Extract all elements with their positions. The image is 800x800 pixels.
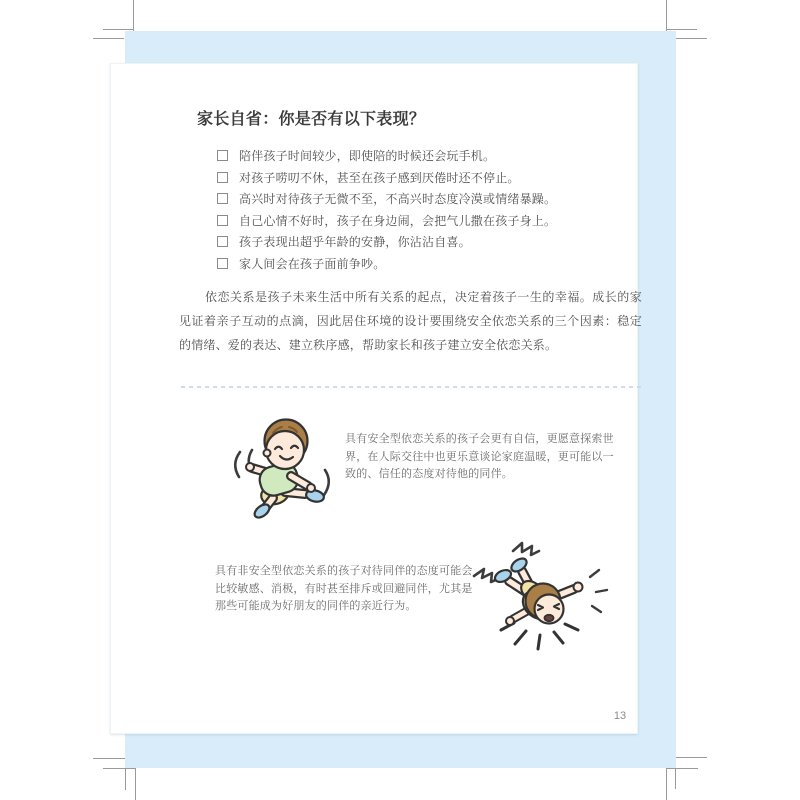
crop-mark bbox=[666, 768, 698, 769]
crop-mark bbox=[666, 29, 697, 30]
checklist-item-label: 孩子表现出超乎年龄的安静，你沾沾自喜。 bbox=[239, 235, 471, 250]
book-page bbox=[110, 63, 642, 734]
crop-mark bbox=[103, 29, 134, 30]
checklist-item bbox=[217, 210, 556, 232]
checkbox-icon bbox=[217, 150, 228, 161]
checklist-item bbox=[217, 167, 556, 189]
checkbox-icon bbox=[217, 172, 228, 183]
body-paragraph: 依恋关系是孩子未来生活中所有关系的起点，决定着孩子一生的幸福。成长的家见证着亲子互动的点滴，因此居住环境的设计要围绕安全依恋关系的三个因素：稳定的情绪、爱的表达、建立秩序感，帮助家长和孩子建立安全依恋关系。 bbox=[179, 290, 642, 352]
crop-mark bbox=[666, 768, 667, 800]
caption-line: 具有安全型依恋关系的孩子会更有自信，更愿意探索世 bbox=[345, 433, 614, 445]
checkbox-icon bbox=[217, 193, 228, 204]
caption-line: 致的、信任的态度对待他的同伴。 bbox=[345, 468, 513, 480]
checklist-item bbox=[217, 145, 556, 167]
crop-mark bbox=[675, 757, 707, 758]
checklist-item bbox=[217, 253, 556, 275]
caption-line: 那些可能成为好朋友的同伴的亲近行为。 bbox=[215, 600, 417, 612]
secure-attachment-caption bbox=[345, 431, 614, 484]
checklist-item-label: 陪伴孩子时间较少，即使陪的时候还会玩手机。 bbox=[239, 149, 496, 164]
checkbox-icon bbox=[217, 258, 228, 269]
caption-line: 界，在人际交往中也更乐意谈论家庭温暖，更可能以一 bbox=[345, 450, 614, 463]
crop-mark bbox=[93, 758, 125, 759]
checklist-item-label: 高兴时对待孩子无微不至，不高兴时态度冷漠或情绪暴躁。 bbox=[239, 192, 557, 207]
section-heading: 家长自省：你是否有以下表现？ bbox=[197, 111, 426, 128]
child-jumping-illustration bbox=[223, 410, 345, 522]
crop-mark bbox=[103, 768, 135, 769]
checklist-item-label: 对孩子唠叨不休，甚至在孩子感到厌倦时还不停止。 bbox=[239, 170, 520, 185]
impact-lines-icon bbox=[501, 623, 578, 649]
emphasis-lines-icon bbox=[590, 570, 607, 612]
checklist-item bbox=[217, 231, 556, 253]
insecure-attachment-caption bbox=[215, 563, 473, 616]
caption-line: 具有非安全型依恋关系的孩子对待同伴的态度可能会 bbox=[215, 565, 473, 577]
checkbox-icon bbox=[217, 236, 228, 247]
checklist-item-label: 自己心情不好时，孩子在身边闹，会把气儿撒在孩子身上。 bbox=[239, 213, 557, 228]
crop-mark bbox=[676, 38, 707, 39]
caption-line: 比较敏感、消极，有时甚至排斥或回避同伴，尤其是 bbox=[215, 582, 473, 595]
page-number: 13 bbox=[613, 710, 627, 722]
crop-mark bbox=[93, 38, 124, 39]
child-falling-illustration bbox=[469, 534, 611, 660]
checkbox-icon bbox=[217, 215, 228, 226]
checklist-item-label: 家人间会在孩子面前争吵。 bbox=[239, 256, 386, 271]
self-check-list bbox=[217, 145, 556, 274]
crop-mark bbox=[135, 768, 136, 800]
dashed-divider bbox=[181, 386, 641, 388]
checklist-item bbox=[217, 188, 556, 210]
